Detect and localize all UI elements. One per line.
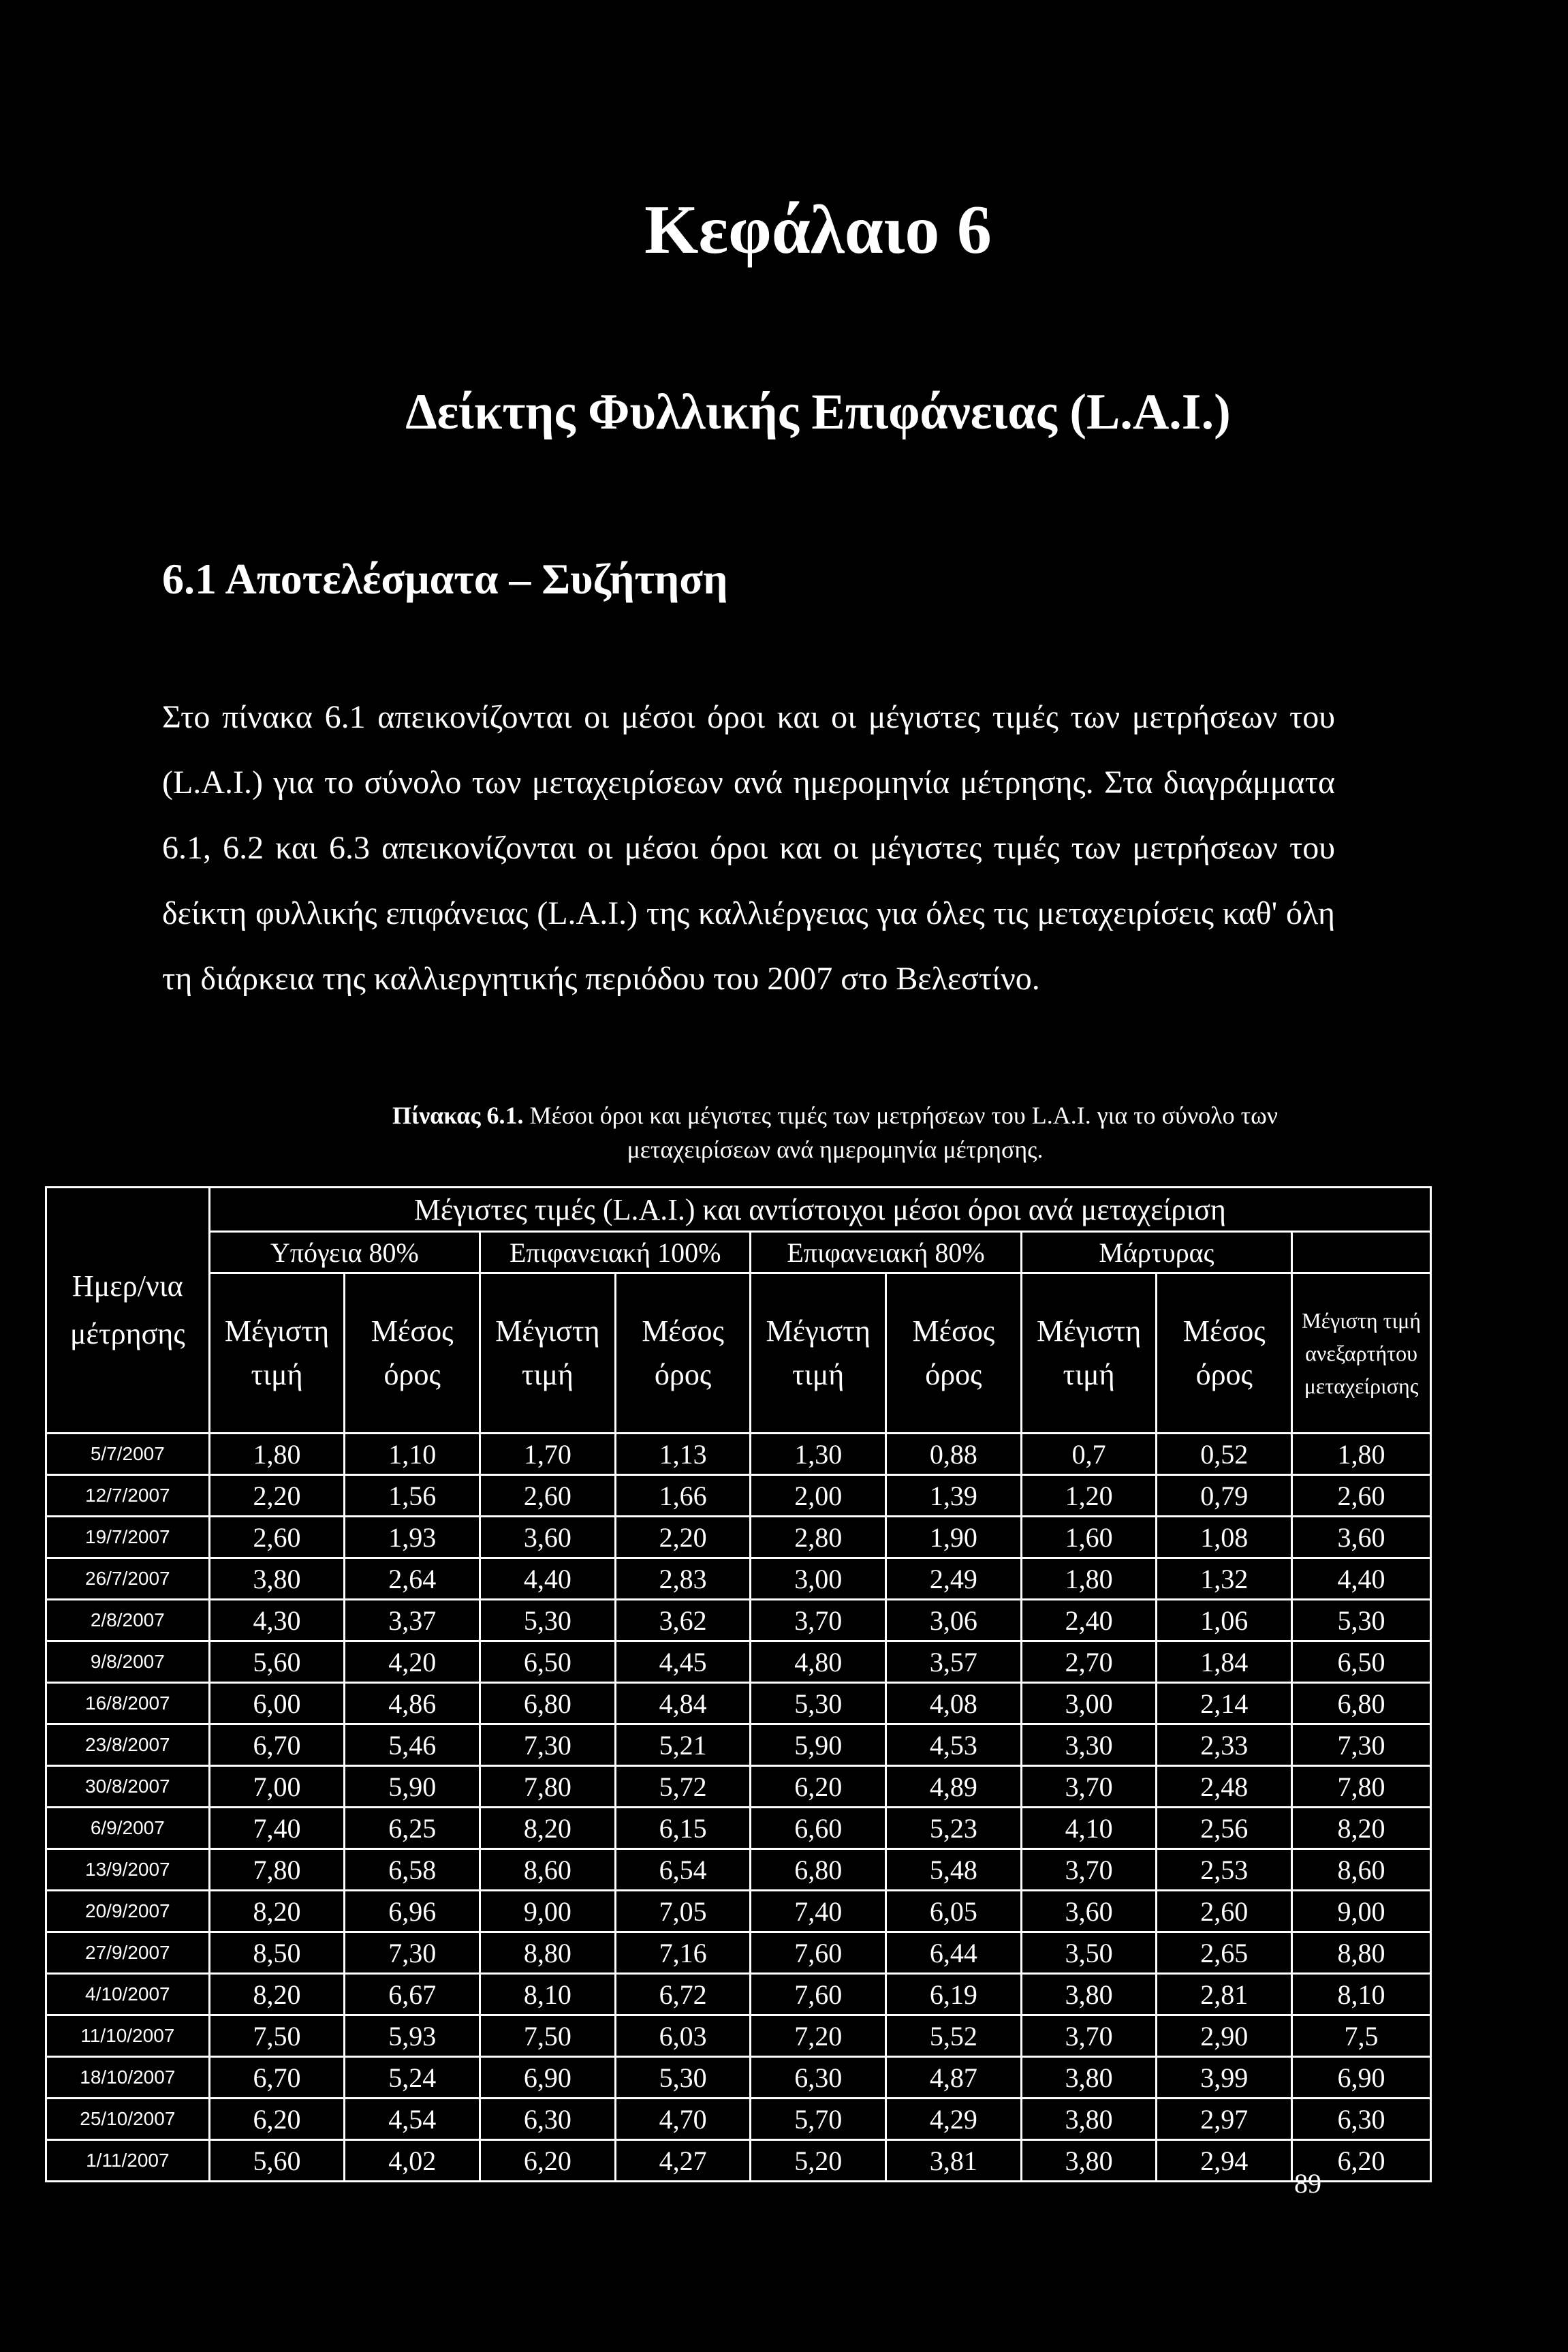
value-cell: 2,70 xyxy=(1021,1641,1157,1683)
value-cell: 7,00 xyxy=(209,1766,345,1808)
value-cell: 2,81 xyxy=(1157,1974,1292,2015)
value-cell: 1,56 xyxy=(345,1475,480,1517)
value-cell: 6,96 xyxy=(345,1891,480,1932)
value-cell: 6,70 xyxy=(209,2057,345,2099)
value-cell: 3,60 xyxy=(480,1517,616,1558)
value-cell: 8,80 xyxy=(1292,1932,1431,1974)
table-row xyxy=(46,1475,1431,1517)
value-cell: 3,50 xyxy=(1021,1932,1157,1974)
table-caption xyxy=(0,1098,1568,1166)
value-cell: 5,72 xyxy=(615,1766,751,1808)
table-row xyxy=(46,1766,1431,1808)
value-cell: 8,20 xyxy=(1292,1808,1431,1849)
value-cell: 5,60 xyxy=(209,2140,345,2182)
value-cell: 2,83 xyxy=(615,1558,751,1600)
value-cell: 8,20 xyxy=(209,1974,345,2015)
value-cell: 4,86 xyxy=(345,1683,480,1724)
value-cell: 6,90 xyxy=(480,2057,616,2099)
value-cell: 6,25 xyxy=(345,1808,480,1849)
value-cell: 4,02 xyxy=(345,2140,480,2182)
value-cell: 4,53 xyxy=(886,1724,1022,1766)
value-cell: 4,20 xyxy=(345,1641,480,1683)
date-cell: 13/9/2007 xyxy=(46,1849,210,1891)
date-cell: 20/9/2007 xyxy=(46,1891,210,1932)
value-cell: 4,40 xyxy=(480,1558,616,1600)
value-cell: 4,87 xyxy=(886,2057,1022,2099)
table-row xyxy=(46,1683,1431,1724)
value-cell: 6,80 xyxy=(1292,1683,1431,1724)
table-row xyxy=(46,1600,1431,1641)
value-cell: 5,46 xyxy=(345,1724,480,1766)
value-cell: 2,60 xyxy=(1157,1891,1292,1932)
value-cell: 1,80 xyxy=(1021,1558,1157,1600)
date-column-header: Ημερ/νια μέτρησης xyxy=(46,1188,210,1434)
value-cell: 5,93 xyxy=(345,2015,480,2057)
value-cell: 9,00 xyxy=(1292,1891,1431,1932)
value-cell: 3,00 xyxy=(1021,1683,1157,1724)
treatment-header-4: Μάρτυρας xyxy=(1021,1232,1291,1273)
value-cell: 4,70 xyxy=(615,2099,751,2140)
table-row xyxy=(46,1849,1431,1891)
value-cell: 3,30 xyxy=(1021,1724,1157,1766)
value-cell: 3,80 xyxy=(1021,2140,1157,2182)
table-row xyxy=(46,1891,1431,1932)
treatment-header-3: Επιφανειακή 80% xyxy=(751,1232,1021,1273)
page-number: 89 xyxy=(1294,2168,1321,2199)
value-cell: 6,20 xyxy=(751,1766,886,1808)
value-cell: 3,70 xyxy=(751,1600,886,1641)
value-cell: 8,60 xyxy=(1292,1849,1431,1891)
value-cell: 6,50 xyxy=(480,1641,616,1683)
value-cell: 7,80 xyxy=(209,1849,345,1891)
value-cell: 6,20 xyxy=(1292,2140,1431,2182)
value-cell: 5,20 xyxy=(751,2140,886,2182)
value-cell: 2,00 xyxy=(751,1475,886,1517)
date-cell: 19/7/2007 xyxy=(46,1517,210,1558)
value-cell: 3,62 xyxy=(615,1600,751,1641)
treatment-header-1: Υπόγεια 80% xyxy=(209,1232,480,1273)
date-cell: 9/8/2007 xyxy=(46,1641,210,1683)
value-cell: 2,53 xyxy=(1157,1849,1292,1891)
value-cell: 7,80 xyxy=(480,1766,616,1808)
value-cell: 3,60 xyxy=(1021,1891,1157,1932)
value-cell: 1,60 xyxy=(1021,1517,1157,1558)
caption-text-1: Μέσοι όροι και μέγιστες τιμές των μετρήσεων του L.A.I. για το σύνολο των xyxy=(529,1102,1279,1129)
value-cell: 4,29 xyxy=(886,2099,1022,2140)
date-cell: 25/10/2007 xyxy=(46,2099,210,2140)
table-body xyxy=(46,1434,1431,2182)
value-cell: 8,50 xyxy=(209,1932,345,1974)
value-cell: 3,70 xyxy=(1021,1849,1157,1891)
table-row xyxy=(46,1641,1431,1683)
value-cell: 3,80 xyxy=(1021,2099,1157,2140)
table-row xyxy=(46,1558,1431,1600)
value-cell: 1,93 xyxy=(345,1517,480,1558)
mean-header: Μέσος όρος xyxy=(615,1273,751,1434)
value-cell: 2,60 xyxy=(209,1517,345,1558)
value-cell: 8,20 xyxy=(480,1808,616,1849)
value-cell: 1,84 xyxy=(1157,1641,1292,1683)
value-cell: 1,20 xyxy=(1021,1475,1157,1517)
value-cell: 5,30 xyxy=(480,1600,616,1641)
value-cell: 8,10 xyxy=(1292,1974,1431,2015)
table-row xyxy=(46,2015,1431,2057)
value-cell: 6,54 xyxy=(615,1849,751,1891)
value-cell: 1,10 xyxy=(345,1434,480,1475)
value-cell: 5,24 xyxy=(345,2057,480,2099)
value-cell: 1,30 xyxy=(751,1434,886,1475)
treatment-header-2: Επιφανειακή 100% xyxy=(480,1232,751,1273)
value-cell: 1,32 xyxy=(1157,1558,1292,1600)
date-cell: 26/7/2007 xyxy=(46,1558,210,1600)
caption-text-2: μεταχειρίσεων ανά ημερομηνία μέτρησης. xyxy=(627,1136,1044,1163)
value-cell: 0,79 xyxy=(1157,1475,1292,1517)
value-cell: 2,60 xyxy=(1292,1475,1431,1517)
value-cell: 5,30 xyxy=(615,2057,751,2099)
mean-header: Μέσος όρος xyxy=(886,1273,1022,1434)
value-cell: 2,14 xyxy=(1157,1683,1292,1724)
caption-line-1 xyxy=(102,1098,1568,1132)
caption-label: Πίνακας 6.1. xyxy=(392,1102,524,1129)
value-cell: 5,70 xyxy=(751,2099,886,2140)
value-cell: 3,80 xyxy=(1021,1974,1157,2015)
date-cell: 27/9/2007 xyxy=(46,1932,210,1974)
value-cell: 3,80 xyxy=(209,1558,345,1600)
max-header: Μέγιστη τιμή xyxy=(209,1273,345,1434)
table-row xyxy=(46,2099,1431,2140)
date-cell: 18/10/2007 xyxy=(46,2057,210,2099)
value-cell: 3,99 xyxy=(1157,2057,1292,2099)
value-cell: 8,20 xyxy=(209,1891,345,1932)
value-cell: 5,90 xyxy=(345,1766,480,1808)
value-cell: 5,30 xyxy=(751,1683,886,1724)
value-cell: 4,27 xyxy=(615,2140,751,2182)
value-cell: 7,40 xyxy=(209,1808,345,1849)
value-cell: 6,80 xyxy=(751,1849,886,1891)
mean-header: Μέσος όρος xyxy=(345,1273,480,1434)
value-cell: 6,20 xyxy=(480,2140,616,2182)
value-cell: 1,80 xyxy=(1292,1434,1431,1475)
value-cell: 3,70 xyxy=(1021,1766,1157,1808)
lai-table xyxy=(45,1186,1432,2182)
value-cell: 5,30 xyxy=(1292,1600,1431,1641)
table-row xyxy=(46,1808,1431,1849)
value-cell: 3,80 xyxy=(1021,2057,1157,2099)
table-row xyxy=(46,2140,1431,2182)
value-cell: 5,21 xyxy=(615,1724,751,1766)
value-cell: 3,00 xyxy=(751,1558,886,1600)
chapter-title: Κεφάλαιο 6 xyxy=(644,191,992,268)
value-cell: 6,44 xyxy=(886,1932,1022,1974)
value-cell: 7,40 xyxy=(751,1891,886,1932)
value-cell: 5,90 xyxy=(751,1724,886,1766)
value-cell: 0,7 xyxy=(1021,1434,1157,1475)
value-cell: 2,48 xyxy=(1157,1766,1292,1808)
value-cell: 5,52 xyxy=(886,2015,1022,2057)
value-cell: 6,72 xyxy=(615,1974,751,2015)
value-cell: 6,20 xyxy=(209,2099,345,2140)
table-row xyxy=(46,1434,1431,1475)
mean-header: Μέσος όρος xyxy=(1157,1273,1292,1434)
value-cell: 6,58 xyxy=(345,1849,480,1891)
value-cell: 2,40 xyxy=(1021,1600,1157,1641)
value-cell: 4,89 xyxy=(886,1766,1022,1808)
date-cell: 12/7/2007 xyxy=(46,1475,210,1517)
table-row xyxy=(46,1932,1431,1974)
date-cell: 16/8/2007 xyxy=(46,1683,210,1724)
value-cell: 3,06 xyxy=(886,1600,1022,1641)
date-cell: 2/8/2007 xyxy=(46,1600,210,1641)
section-heading: 6.1 Αποτελέσματα – Συζήτηση xyxy=(162,555,728,603)
value-cell: 1,70 xyxy=(480,1434,616,1475)
overall-max-header: Μέγιστη τιμή ανεξαρτήτου μεταχείρισης xyxy=(1292,1273,1431,1434)
max-header: Μέγιστη τιμή xyxy=(1021,1273,1157,1434)
value-cell: 2,49 xyxy=(886,1558,1022,1600)
table-row xyxy=(46,2057,1431,2099)
max-header: Μέγιστη τιμή xyxy=(480,1273,616,1434)
value-cell: 7,30 xyxy=(480,1724,616,1766)
value-cell: 5,60 xyxy=(209,1641,345,1683)
value-cell: 1,90 xyxy=(886,1517,1022,1558)
table-row xyxy=(46,1724,1431,1766)
value-cell: 2,64 xyxy=(345,1558,480,1600)
value-cell: 2,65 xyxy=(1157,1932,1292,1974)
max-header: Μέγιστη τιμή xyxy=(751,1273,886,1434)
body-paragraph: Στο πίνακα 6.1 απεικονίζονται οι μέσοι όροι και οι μέγιστες τιμές των μετρήσεων του (L.A.I.) για το σύνολο των μεταχειρίσεων ανά ημερομηνία μέτρησης. Στα διαγράμματα 6.1, 6.2 και 6.3 απεικονίζονται οι μέσοι όροι και οι μέγιστες τιμές των μετρήσεων του δείκτη φυλλικής επιφάνειας (L.A.I.) της καλλιέργειας για όλες τις μεταχειρίσεις καθ' όλη τη διάρκεια της καλλιεργητικής περιόδου του 2007 στο Βελεστίνο. xyxy=(162,699,1335,997)
value-cell: 4,40 xyxy=(1292,1558,1431,1600)
value-cell: 7,80 xyxy=(1292,1766,1431,1808)
value-cell: 2,56 xyxy=(1157,1808,1292,1849)
value-cell: 6,05 xyxy=(886,1891,1022,1932)
date-cell: 11/10/2007 xyxy=(46,2015,210,2057)
value-cell: 4,30 xyxy=(209,1600,345,1641)
value-cell: 2,94 xyxy=(1157,2140,1292,2182)
value-cell: 5,23 xyxy=(886,1808,1022,1849)
value-cell: 8,60 xyxy=(480,1849,616,1891)
table-row xyxy=(46,1517,1431,1558)
value-cell: 2,60 xyxy=(480,1475,616,1517)
value-cell: 2,90 xyxy=(1157,2015,1292,2057)
value-cell: 1,66 xyxy=(615,1475,751,1517)
value-cell: 3,37 xyxy=(345,1600,480,1641)
value-cell: 8,10 xyxy=(480,1974,616,2015)
value-cell: 6,30 xyxy=(480,2099,616,2140)
value-cell: 7,50 xyxy=(480,2015,616,2057)
value-cell: 7,20 xyxy=(751,2015,886,2057)
value-cell: 2,20 xyxy=(615,1517,751,1558)
date-cell: 5/7/2007 xyxy=(46,1434,210,1475)
value-cell: 3,57 xyxy=(886,1641,1022,1683)
date-cell: 4/10/2007 xyxy=(46,1974,210,2015)
value-cell: 3,70 xyxy=(1021,2015,1157,2057)
value-cell: 7,16 xyxy=(615,1932,751,1974)
value-cell: 6,30 xyxy=(751,2057,886,2099)
value-cell: 8,80 xyxy=(480,1932,616,1974)
chapter-subtitle: Δείκτης Φυλλικής Επιφάνειας (L.A.I.) xyxy=(405,384,1231,440)
value-cell: 2,97 xyxy=(1157,2099,1292,2140)
value-cell: 6,70 xyxy=(209,1724,345,1766)
date-cell: 6/9/2007 xyxy=(46,1808,210,1849)
value-cell: 2,33 xyxy=(1157,1724,1292,1766)
value-cell: 6,90 xyxy=(1292,2057,1431,2099)
value-cell: 7,30 xyxy=(1292,1724,1431,1766)
value-cell: 7,30 xyxy=(345,1932,480,1974)
value-cell: 4,10 xyxy=(1021,1808,1157,1849)
value-cell: 4,80 xyxy=(751,1641,886,1683)
group-header: Μέγιστες τιμές (L.A.I.) και αντίστοιχοι μέσοι όροι ανά μεταχείριση xyxy=(209,1188,1430,1232)
value-cell: 6,50 xyxy=(1292,1641,1431,1683)
value-cell: 3,60 xyxy=(1292,1517,1431,1558)
value-cell: 6,67 xyxy=(345,1974,480,2015)
value-cell: 5,48 xyxy=(886,1849,1022,1891)
value-cell: 7,50 xyxy=(209,2015,345,2057)
date-cell: 30/8/2007 xyxy=(46,1766,210,1808)
value-cell: 6,03 xyxy=(615,2015,751,2057)
value-cell: 6,15 xyxy=(615,1808,751,1849)
value-cell: 7,5 xyxy=(1292,2015,1431,2057)
value-cell: 7,05 xyxy=(615,1891,751,1932)
value-cell: 6,60 xyxy=(751,1808,886,1849)
table-row xyxy=(46,1974,1431,2015)
value-cell: 7,60 xyxy=(751,1932,886,1974)
date-cell: 23/8/2007 xyxy=(46,1724,210,1766)
value-cell: 6,19 xyxy=(886,1974,1022,2015)
date-cell: 1/11/2007 xyxy=(46,2140,210,2182)
value-cell: 2,20 xyxy=(209,1475,345,1517)
value-cell: 1,13 xyxy=(615,1434,751,1475)
value-cell: 4,84 xyxy=(615,1683,751,1724)
value-cell: 6,30 xyxy=(1292,2099,1431,2140)
value-cell: 0,88 xyxy=(886,1434,1022,1475)
value-cell: 2,80 xyxy=(751,1517,886,1558)
value-cell: 9,00 xyxy=(480,1891,616,1932)
value-cell: 6,80 xyxy=(480,1683,616,1724)
value-cell: 7,60 xyxy=(751,1974,886,2015)
value-cell: 1,08 xyxy=(1157,1517,1292,1558)
value-cell: 0,52 xyxy=(1157,1434,1292,1475)
value-cell: 1,80 xyxy=(209,1434,345,1475)
value-cell: 4,45 xyxy=(615,1641,751,1683)
blank-header-cell xyxy=(1292,1232,1431,1273)
value-cell: 4,08 xyxy=(886,1683,1022,1724)
value-cell: 6,00 xyxy=(209,1683,345,1724)
value-cell: 1,39 xyxy=(886,1475,1022,1517)
value-cell: 4,54 xyxy=(345,2099,480,2140)
value-cell: 3,81 xyxy=(886,2140,1022,2182)
value-cell: 1,06 xyxy=(1157,1600,1292,1641)
